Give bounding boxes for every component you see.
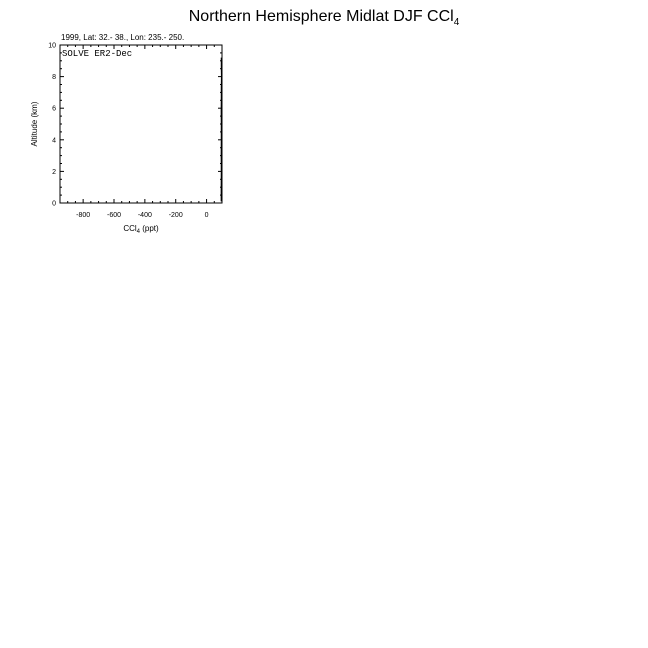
y-tick-label: 4 xyxy=(52,137,56,145)
x-tick-label: -800 xyxy=(76,212,91,219)
y-axis-label: Altitude (km) xyxy=(30,101,39,147)
chart-subtitle: 1999, Lat: 32.- 38., Lon: 235.- 250. xyxy=(61,33,185,42)
chart-title: Northern Hemisphere Midlat DJF CCl$_4$ xyxy=(188,8,460,29)
y-tick-label: 6 xyxy=(52,105,56,113)
y-tick-label: 8 xyxy=(52,74,56,82)
x-tick-label: -400 xyxy=(137,212,152,219)
y-tick-label: 10 xyxy=(48,42,56,50)
axis-ticks xyxy=(60,45,222,203)
y-tick-label: 2 xyxy=(52,168,56,176)
x-axis-label: CCl$_4$ (ppt) xyxy=(123,224,159,235)
plot-frame xyxy=(60,45,222,203)
y-tick-label: 0 xyxy=(52,200,56,208)
tick-labels xyxy=(48,43,208,220)
inset-annotation: SOLVE ER2-Dec xyxy=(62,49,133,59)
x-tick-label: -600 xyxy=(106,212,122,219)
x-tick-label: 0 xyxy=(204,212,209,219)
x-tick-label: -200 xyxy=(168,212,183,219)
